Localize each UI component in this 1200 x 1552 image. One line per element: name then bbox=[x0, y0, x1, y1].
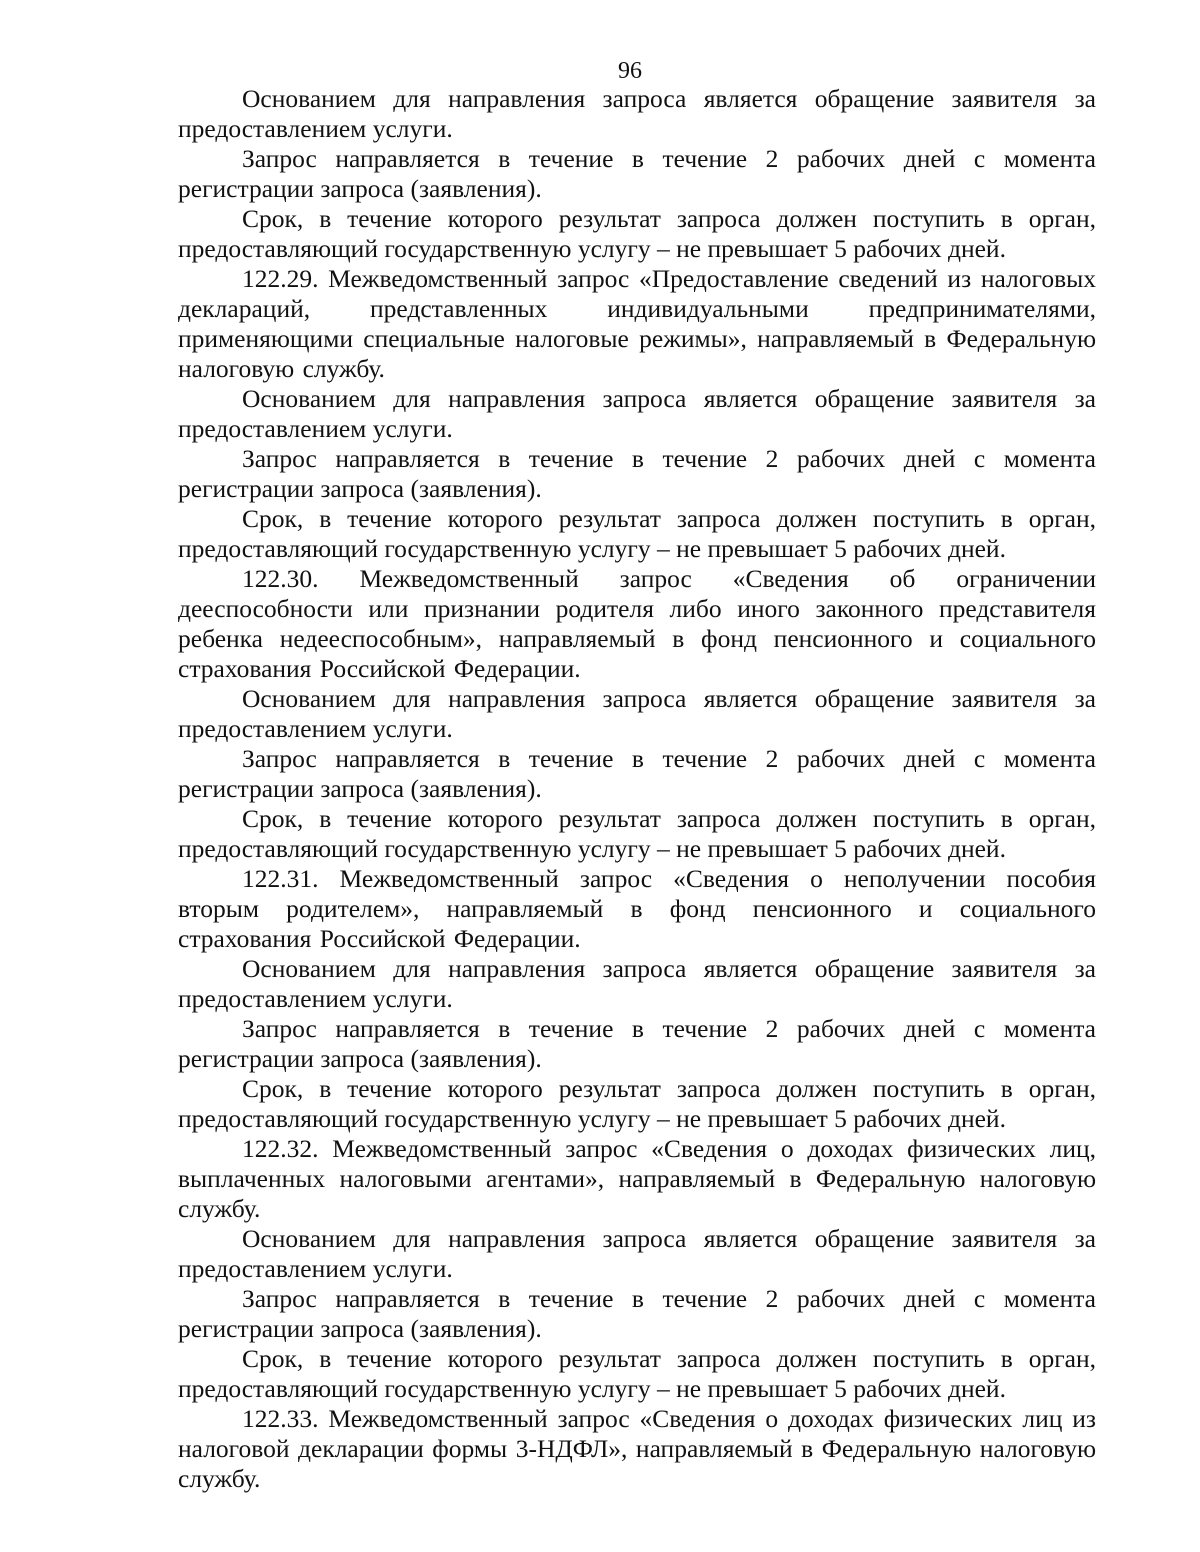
paragraph-basis: Основанием для направления запроса является обращение заявителя за предоставлением услуги. bbox=[178, 84, 1096, 143]
clause-122-29: 122.29. Межведомственный запрос «Предоставление сведений из налоговых деклараций, представленных индивидуальными предпринимателями, применяющими специальные налоговые режимы», направляемый в Федеральную налоговую службу. bbox=[178, 264, 1096, 383]
clause-122-32: 122.32. Межведомственный запрос «Сведения о доходах физических лиц, выплаченных налоговыми агентами», направляемый в Федеральную налоговую службу. bbox=[178, 1134, 1096, 1223]
paragraph-term: Срок, в течение которого результат запроса должен поступить в орган, предоставляющий государственную услугу – не превышает 5 рабочих дней. bbox=[178, 204, 1096, 263]
paragraph-deadline: Запрос направляется в течение в течение 2 рабочих дней с момента регистрации запроса (заявления). bbox=[178, 1014, 1096, 1073]
document-body bbox=[178, 84, 1096, 1494]
clause-122-33: 122.33. Межведомственный запрос «Сведения о доходах физических лиц из налоговой декларации формы 3-НДФЛ», направляемый в Федеральную налоговую службу. bbox=[178, 1404, 1096, 1493]
paragraph-basis: Основанием для направления запроса является обращение заявителя за предоставлением услуги. bbox=[178, 384, 1096, 443]
paragraph-deadline: Запрос направляется в течение в течение 2 рабочих дней с момента регистрации запроса (заявления). bbox=[178, 744, 1096, 803]
paragraph-term: Срок, в течение которого результат запроса должен поступить в орган, предоставляющий государственную услугу – не превышает 5 рабочих дней. bbox=[178, 1344, 1096, 1403]
paragraph-term: Срок, в течение которого результат запроса должен поступить в орган, предоставляющий государственную услугу – не превышает 5 рабочих дней. bbox=[178, 504, 1096, 563]
paragraph-deadline: Запрос направляется в течение в течение 2 рабочих дней с момента регистрации запроса (заявления). bbox=[178, 144, 1096, 203]
clause-122-31: 122.31. Межведомственный запрос «Сведения о неполучении пособия вторым родителем», направляемый в фонд пенсионного и социального страхования Российской Федерации. bbox=[178, 864, 1096, 953]
clause-122-30: 122.30. Межведомственный запрос «Сведения об ограничении дееспособности или признании родителя либо иного законного представителя ребенка недееспособным», направляемый в фонд пенсионного и социального страхования Российской Федерации. bbox=[178, 564, 1096, 683]
paragraph-term: Срок, в течение которого результат запроса должен поступить в орган, предоставляющий государственную услугу – не превышает 5 рабочих дней. bbox=[178, 804, 1096, 863]
paragraph-basis: Основанием для направления запроса является обращение заявителя за предоставлением услуги. bbox=[178, 684, 1096, 743]
paragraph-deadline: Запрос направляется в течение в течение 2 рабочих дней с момента регистрации запроса (заявления). bbox=[178, 1284, 1096, 1343]
paragraph-basis: Основанием для направления запроса является обращение заявителя за предоставлением услуги. bbox=[178, 954, 1096, 1013]
page-number: 96 bbox=[618, 58, 642, 84]
paragraph-term: Срок, в течение которого результат запроса должен поступить в орган, предоставляющий государственную услугу – не превышает 5 рабочих дней. bbox=[178, 1074, 1096, 1133]
paragraph-basis: Основанием для направления запроса является обращение заявителя за предоставлением услуги. bbox=[178, 1224, 1096, 1283]
paragraph-deadline: Запрос направляется в течение в течение 2 рабочих дней с момента регистрации запроса (заявления). bbox=[178, 444, 1096, 503]
